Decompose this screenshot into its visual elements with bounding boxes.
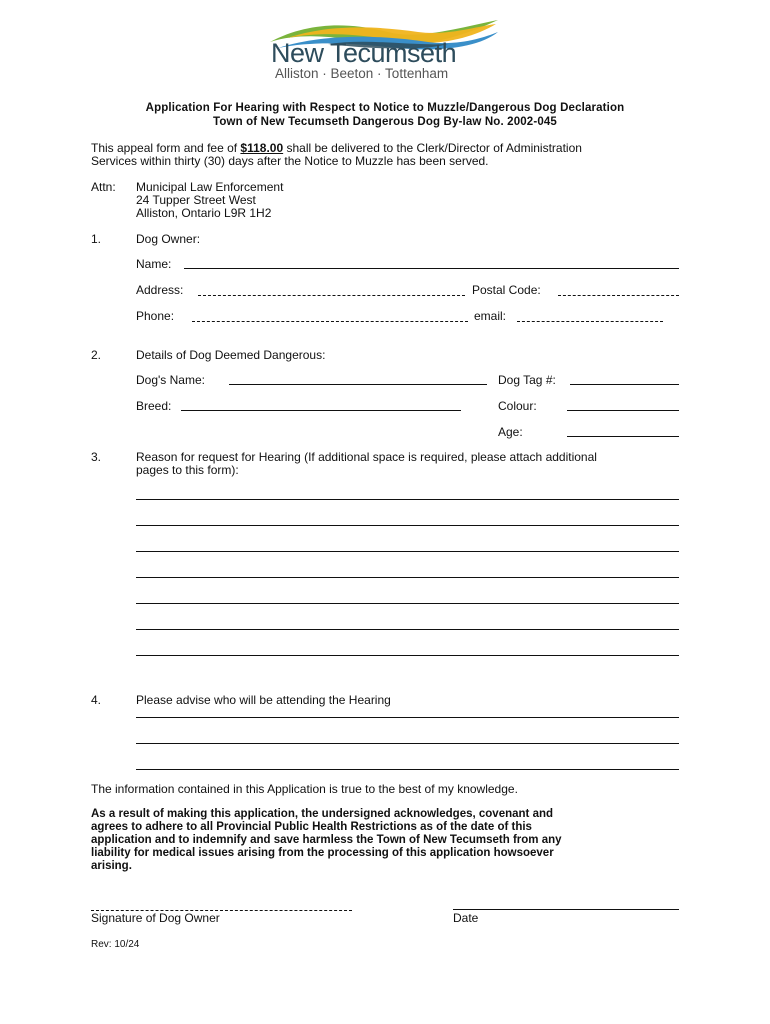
attendee-line[interactable] [136,769,679,770]
intro-text-after-fee: shall be delivered to the Clerk/Director of Administration [283,141,582,155]
section1-heading: Dog Owner: [136,232,201,246]
form-title-line2: Town of New Tecumseth Dangerous Dog By-law No. 2002-045 [213,116,557,128]
email-label: email: [474,309,507,323]
acknowledgement-line5: arising. [91,860,132,872]
section3-text-line2: pages to this form): [136,463,239,477]
owner-signature-label: Signature of Dog Owner [91,911,220,925]
section2-heading: Details of Dog Deemed Dangerous: [136,348,326,362]
section3-number: 3. [91,450,102,464]
reason-line[interactable] [136,603,679,604]
logo-brand-name: New Tecumseth [271,38,457,68]
dog-tag-field[interactable] [570,384,679,385]
attendee-line[interactable] [136,717,679,718]
address-label: Address: [136,283,184,297]
acknowledgement-line3: application and to indemnify and save harmless the Town of New Tecumseth from any [91,834,562,846]
dog-tag-label: Dog Tag #: [498,373,556,387]
postal-code-label: Postal Code: [472,283,541,297]
dogs-name-label: Dog's Name: [136,373,205,387]
form-title-line1: Application For Hearing with Respect to Notice to Muzzle/Dangerous Dog Declaration [145,102,625,114]
logo-communities: Alliston · Beeton · Tottenham [275,66,449,81]
section3-text-line1: Reason for request for Hearing (If additional space is required, please attach additional [136,450,597,464]
fee-amount: $118.00 [240,141,284,155]
attn-line1: Municipal Law Enforcement [136,180,284,194]
acknowledgement-line4: liability for medical issues arising from the processing of this application howsoever [91,847,554,859]
date-field[interactable] [453,909,679,910]
reason-line[interactable] [136,525,679,526]
age-field[interactable] [567,436,679,437]
attn-label: Attn: [91,180,116,194]
section2-number: 2. [91,348,102,362]
acknowledgement-line2: agrees to adhere to all Provincial Public Health Restrictions as of the date of this [91,821,532,833]
name-field[interactable] [184,268,679,269]
postal-code-field[interactable] [558,295,679,296]
declaration-text: The information contained in this Application is true to the best of my knowledge. [91,782,518,796]
reason-line[interactable] [136,655,679,656]
colour-field[interactable] [567,410,679,411]
section1-number: 1. [91,232,102,246]
revision-label: Rev: 10/24 [91,939,140,950]
section4-number: 4. [91,693,102,707]
date-label: Date [453,911,479,925]
reason-line[interactable] [136,499,679,500]
email-field[interactable] [517,321,663,322]
reason-line[interactable] [136,577,679,578]
colour-label: Colour: [498,399,537,413]
attn-line3: Alliston, Ontario L9R 1H2 [136,206,272,220]
reason-line[interactable] [136,629,679,630]
intro-line1 [91,141,582,155]
attendee-line[interactable] [136,743,679,744]
reason-line[interactable] [136,551,679,552]
age-label: Age: [498,425,523,439]
phone-label: Phone: [136,309,175,323]
breed-field[interactable] [181,410,461,411]
phone-field[interactable] [192,321,468,322]
address-field[interactable] [198,295,465,296]
section4-text: Please advise who will be attending the Hearing [136,693,391,707]
intro-text-before-fee: This appeal form and fee of [91,141,241,155]
breed-label: Breed: [136,399,172,413]
name-label: Name: [136,257,172,271]
attn-line2: 24 Tupper Street West [136,193,256,207]
dogs-name-field[interactable] [229,384,487,385]
intro-line2: Services within thirty (30) days after the Notice to Muzzle has been served. [91,154,489,168]
acknowledgement-line1: As a result of making this application, the undersigned acknowledges, covenant and [91,808,554,820]
